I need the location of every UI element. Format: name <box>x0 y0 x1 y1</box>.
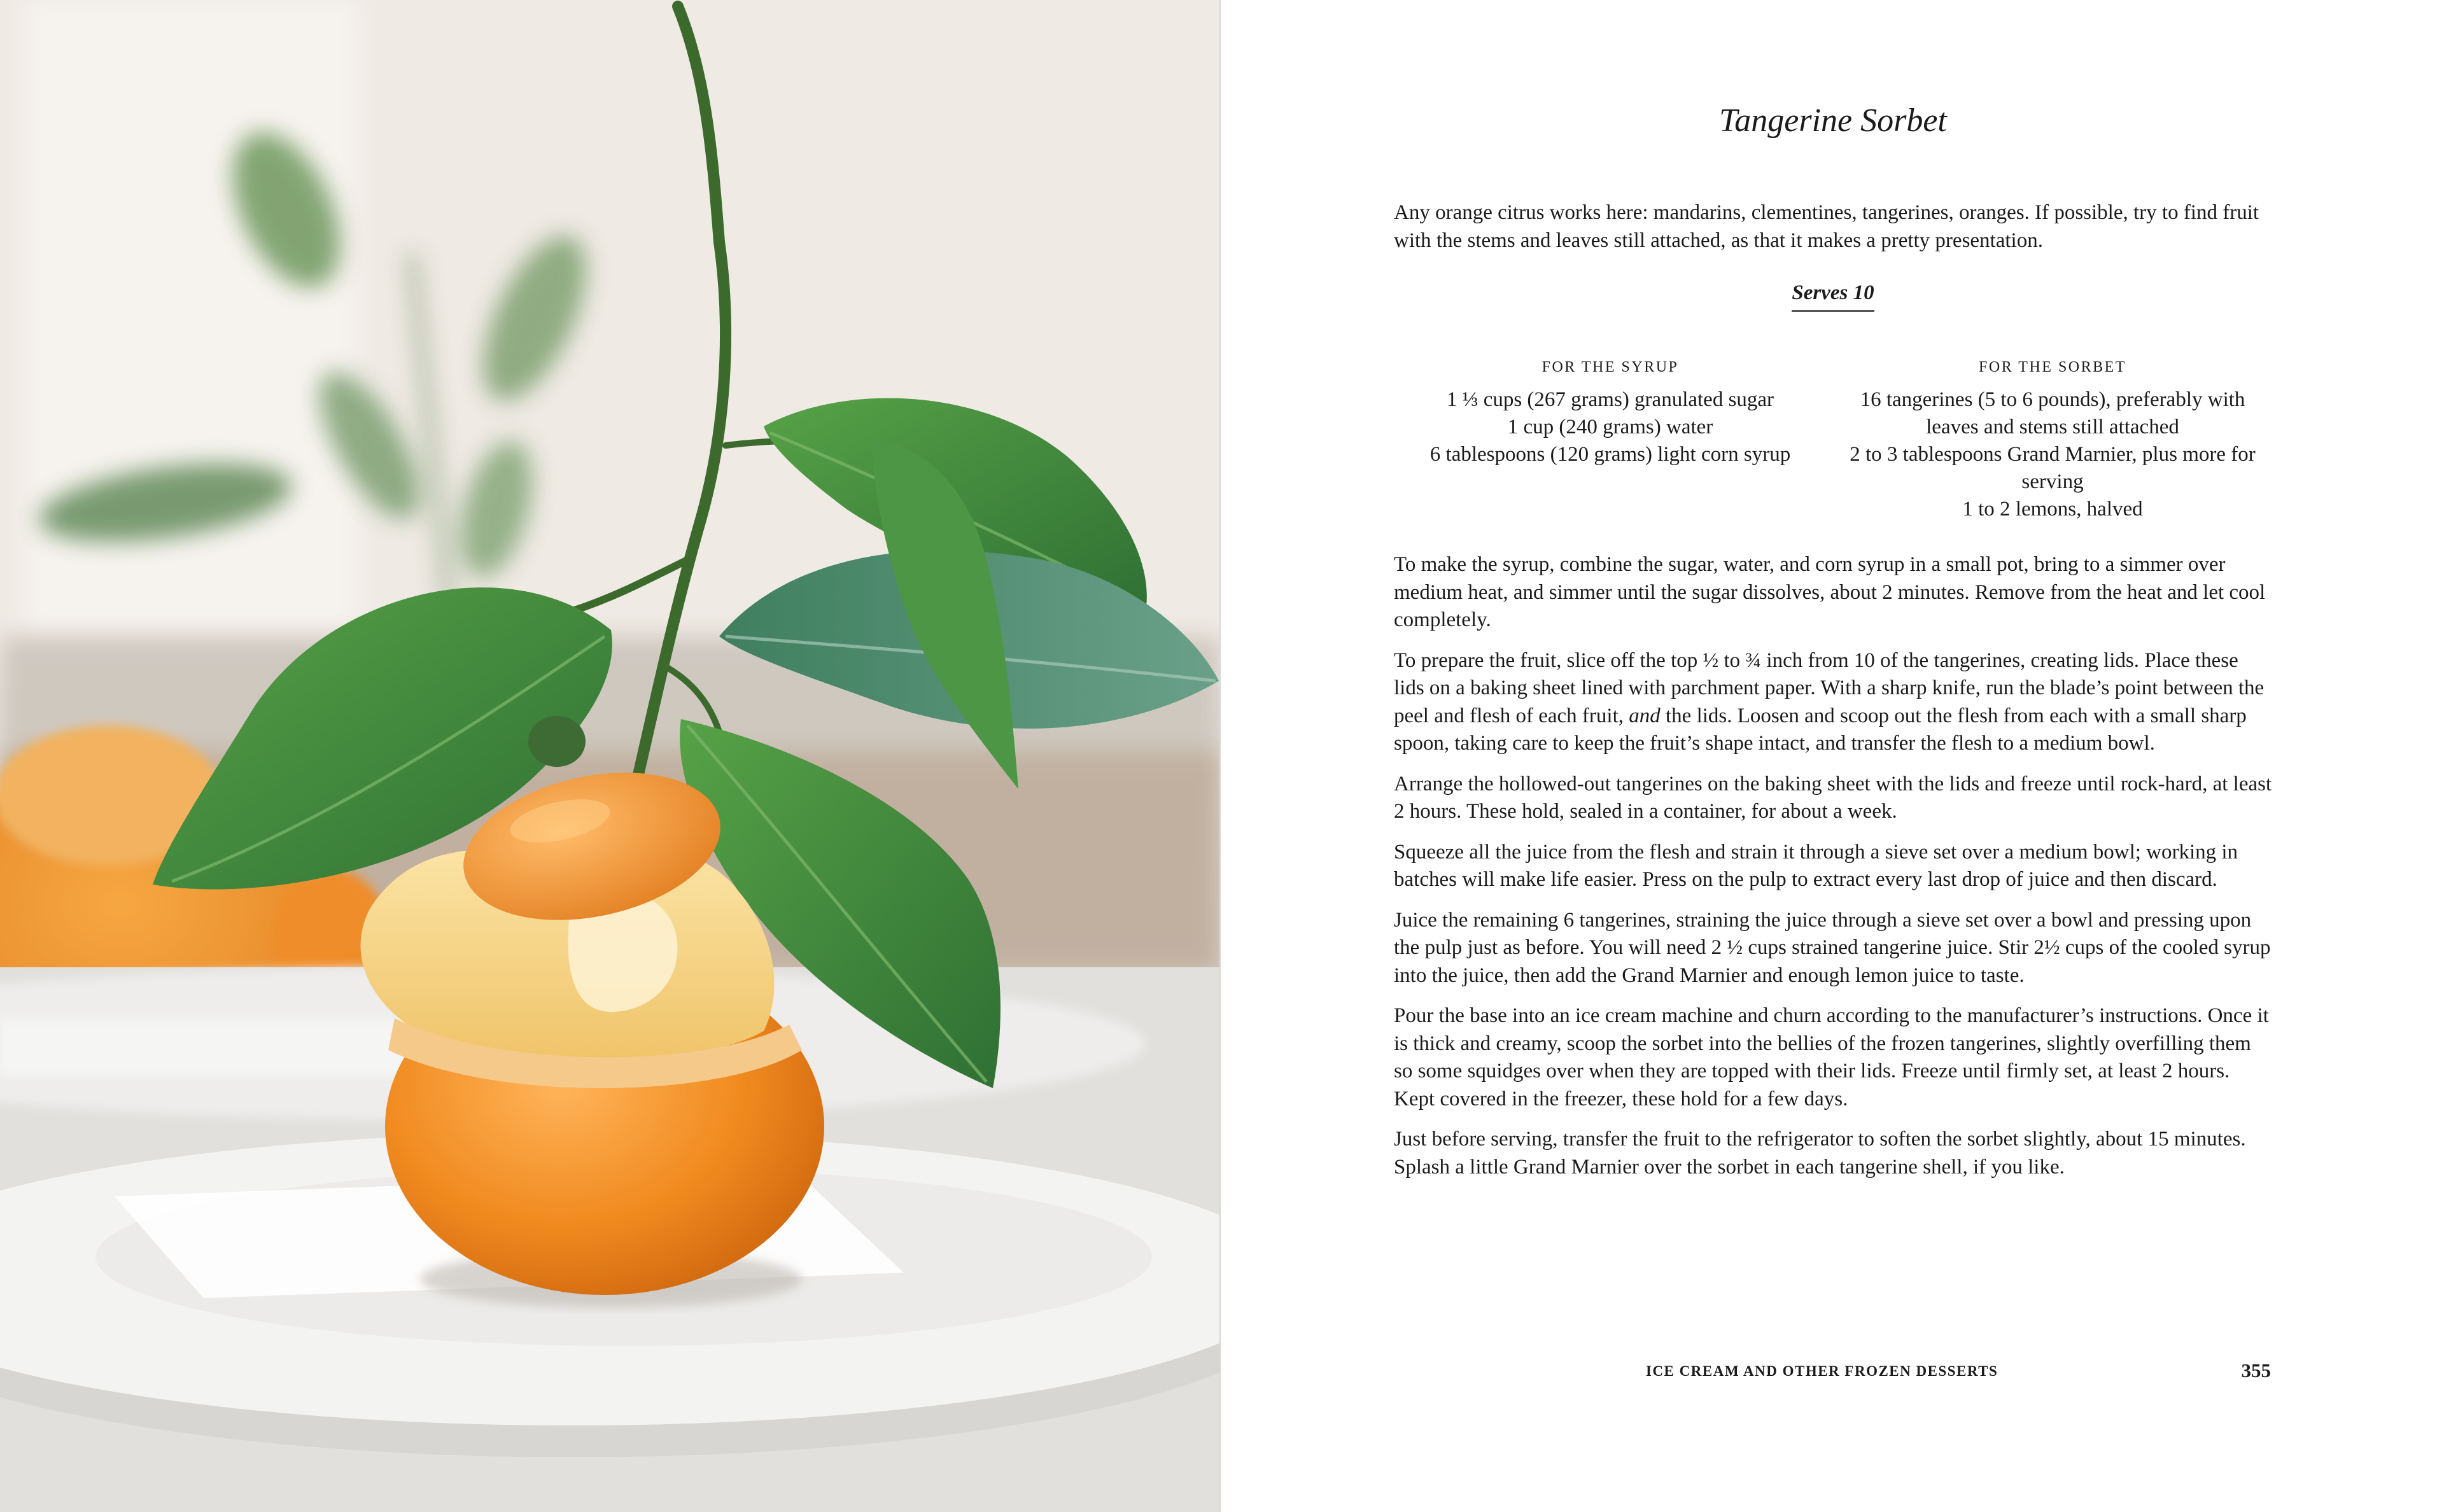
method-paragraph: Just before serving, transfer the fruit to the refrigerator to soften the sorbet slightly, about 15 minutes. Splash a little Grand Marnier over the sorbet in each tangerine shell, if you like. <box>1394 1128 2246 1179</box>
method-steps <box>1394 551 2272 1194</box>
page-number: 355 <box>2241 1359 2271 1382</box>
ingredient-item: 16 tangerines (5 to 6 pounds), preferably with leaves and stems still attached <box>1860 388 2245 438</box>
method-paragraph: Pour the base into an ice cream machine and churn according to the manufacturer’s instructions. Once it is thick and creamy, scoop the sorbet into the bellies of the frozen tangerines, slightly overfilling them so some squidges over when they are topped with their lids. Freeze until firmly set, at least 2 hours. Kept covered in the freezer, these hold for a few days. <box>1394 1004 2269 1110</box>
photo-illustration <box>0 0 1221 1512</box>
method-text: To prepare the fruit, slice off the top ½ to ¾ inch from 10 of the tangerines, creating lids. Place these lids on a baking sheet lined with parchment paper. With a sharp knife, run the blade’s point between the peel and flesh of each fruit, <box>1394 648 2265 727</box>
method-paragraph: Juice the remaining 6 tangerines, straining the juice through a sieve set over a bowl and pressing upon the pulp just as before. You will need 2 ½ cups strained tangerine juice. Stir 2½ cups of the cooled syrup into the juice, then add the Grand Marnier and enough lemon juice to taste. <box>1394 908 2271 987</box>
serves-line <box>1394 281 2272 312</box>
ingredient-item: 1 to 2 lemons, halved <box>1962 498 2143 521</box>
ingredient-item: 2 to 3 tablespoons Grand Marnier, plus more for serving <box>1850 443 2256 493</box>
method-emphasis: and <box>1629 704 1661 727</box>
sorbet-ingredients <box>1833 354 2272 523</box>
sorbet-heading: FOR THE SORBET <box>1979 359 2126 375</box>
method-paragraph <box>1394 647 2272 758</box>
serves-label: Serves 10 <box>1792 281 1874 312</box>
syrup-ingredients <box>1394 354 1827 468</box>
method-paragraph: To make the syrup, combine the sugar, water, and corn syrup in a small pot, bring to a simmer over medium heat, and simmer until the sugar dissolves, about 2 minutes. Remove from the heat and let cool completely. <box>1394 553 2266 631</box>
method-paragraph: Squeeze all the juice from the flesh and strain it through a sieve set over a medium bowl; working in batches will make life easier. Press on the pulp to extract every last drop of juice and then discard. <box>1394 840 2238 891</box>
recipe-intro: Any orange citrus works here: mandarins, clementines, tangerines, oranges. If possible, try to find fruit with the stems and leaves still attached, as that it makes a pretty presentation. <box>1394 201 2259 252</box>
running-footer: ICE CREAM AND OTHER FROZEN DESSERTS <box>1646 1363 1998 1379</box>
ingredient-item: 1 ⅓ cups (267 grams) granulated sugar <box>1446 388 1774 411</box>
recipe-title: Tangerine Sorbet <box>1719 102 1947 139</box>
tangerine-sorbet-photo <box>0 0 1221 1512</box>
method-text: the lids. Loosen and scoop out the flesh from each with a small sharp spoon, taking care to keep the fruit’s shape intact, and transfer the flesh to a medium bowl. <box>1394 704 2247 755</box>
method-paragraph: Arrange the hollowed-out tangerines on the baking sheet with the lids and freeze until rock-hard, at least 2 hours. These hold, sealed in a container, for about a week. <box>1394 772 2272 823</box>
ingredient-item: 6 tablespoons (120 grams) light corn syrup <box>1429 443 1791 466</box>
syrup-heading: FOR THE SYRUP <box>1542 359 1679 375</box>
ingredient-item: 1 cup (240 grams) water <box>1507 416 1713 438</box>
